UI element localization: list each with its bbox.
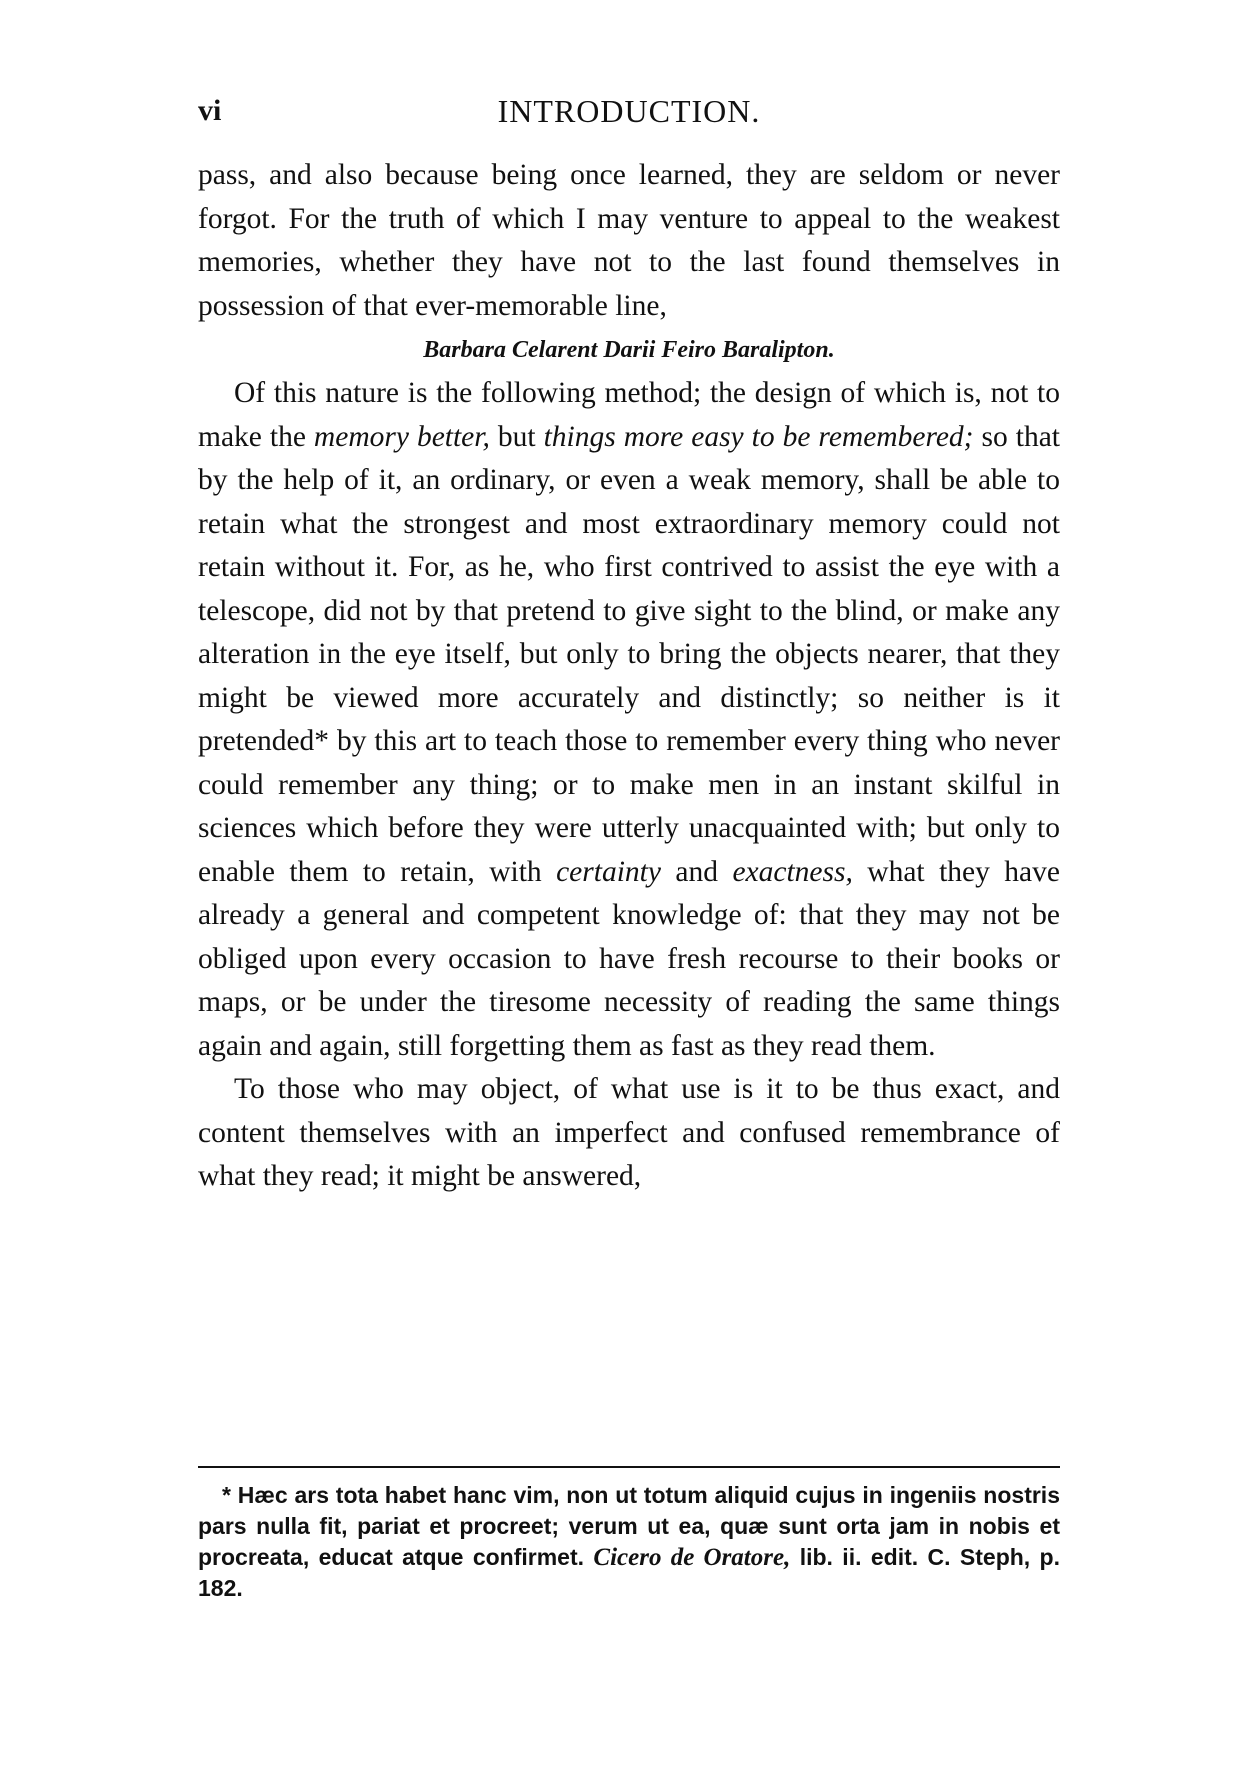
footnote-divider [198,1466,1060,1468]
quoted-line: Barbara Celarent Darii Feiro Baralipton. [423,337,835,363]
footnote-text [198,1480,1060,1604]
body-text [198,154,1060,1199]
emphasis-memory-better: memory better, [313,420,490,453]
paragraph-1: pass, and also because being once learned, they are seldom or never forgot. For the truth of which I may venture to appeal to the weakest memories, whether they have not to the last found themselves in possession of that ever-memorable line, [198,159,1060,322]
footnote-latin: * Hæc ars tota habet hanc vim, non ut totum aliquid cujus in ingeniis nostris pars nulla fit, pariat et procreet; verum ut ea, quæ sunt orta jam in nobis et procreata, educat atque confirmet. [198,1482,1060,1570]
footnote-source: Cicero de Oratore, [593,1544,791,1571]
paragraph-3: To those who may object, of what use is it to be thus exact, and content themselves with an imperfect and confused remembrance of what they read; it might be answered, [198,1073,1060,1192]
page-number: vi [198,94,222,127]
paragraph-2-text: and [660,855,733,888]
footnote [198,1480,1060,1604]
paragraph-2-text: Of this nature is the following method; the design of which is, not to make the [198,377,1060,453]
footnote-reference: lib. ii. edit. C. Steph, p. 182. [198,1544,1060,1601]
book-page [198,0,1060,1786]
emphasis-exactness: exactness, [732,855,853,888]
emphasis-things-easy: things more easy to be remembered; [543,420,974,453]
page-header [198,86,1060,136]
paragraph-2-text: so that by the help of it, an ordinary, or even a weak memory, shall be able to retain what the strongest and most extraordinary memory could not retain without it. For, as he, who first contrived to assist the eye with a telescope, did not by that pretend to give sight to the blind, or make any alteration in the eye itself, but only to bring the objects nearer, that they might be viewed more accurately and distinctly; so neither is it pretended* by this art to teach those to remember every thing who never could remember any thing; or to make men in an instant skilful in sciences which before they were utterly unacquainted with; but only to enable them to retain, with [198,420,1060,888]
paragraph-2-text: but [489,420,544,453]
paragraph-2-text: what they have already a general and competent knowledge of: that they may not be obliged upon every occasion to have fresh recourse to their books or maps, or be under the tiresome necessity of reading the same things again and again, still forgetting them as fast as they read them. [198,855,1060,1062]
emphasis-certainty: certainty [556,855,661,888]
running-title: INTRODUCTION. [497,93,761,129]
paragraph-2 [198,372,1060,1068]
